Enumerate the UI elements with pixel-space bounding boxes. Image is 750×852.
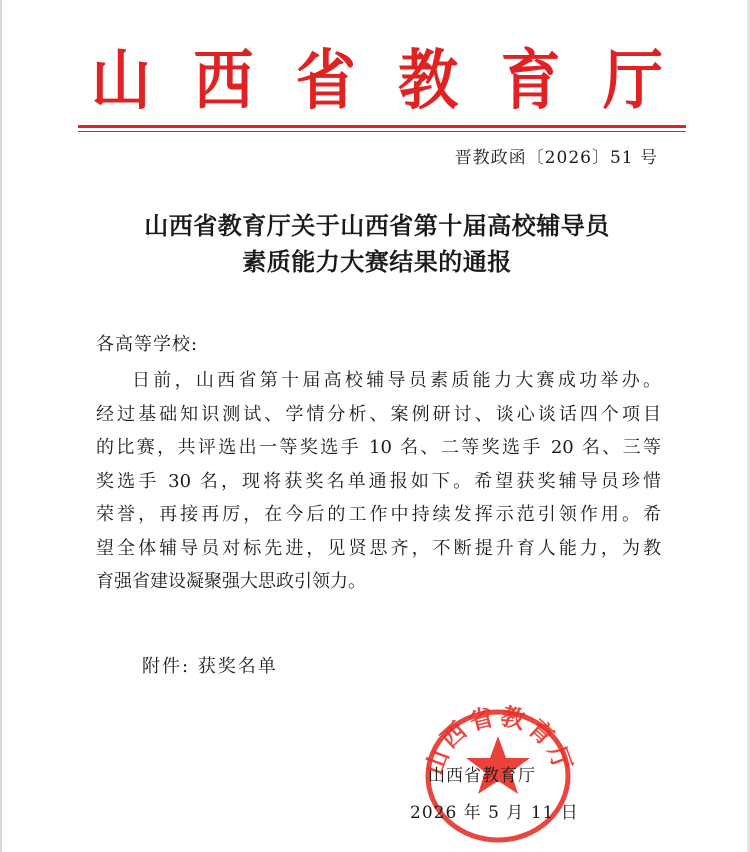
body-line: 经过基础知识测试、学情分析、案例研讨、谈心谈话四个项目	[96, 403, 661, 425]
body-line: 荣誉，再接再厉，在今后的工作中持续发挥示范引领作用。希	[96, 504, 661, 525]
document-number: 晋教政函〔2026〕51 号	[454, 148, 658, 168]
letterhead-char: 省	[295, 43, 356, 119]
letterhead-char: 西	[193, 43, 254, 119]
document-title	[70, 208, 684, 280]
signature-date: 2026 年 5 月 11 日	[410, 803, 579, 823]
letterhead-divider	[78, 125, 686, 128]
body-line: 望全体辅导员对标先进，见贤思齐，不断提升育人能力，为教	[96, 537, 661, 559]
letterhead-char: 厅	[602, 43, 663, 119]
document-title-line: 素质能力大赛结果的通报	[242, 247, 512, 276]
seal-text: 山西省教育厅	[418, 700, 580, 779]
body-line: 的比赛，共评选出一等奖选手 10 名、二等奖选手 20 名、三等	[96, 437, 661, 458]
letterhead-char: 教	[398, 43, 459, 119]
body-line: 日前，山西省第十届高校辅导员素质能力大赛成功举办。	[132, 370, 661, 391]
document-title-line: 山西省教育厅关于山西省第十届高校辅导员	[144, 211, 610, 240]
letterhead	[82, 42, 672, 120]
body-line: 育强省建设凝聚强大思政引领力。	[96, 571, 366, 592]
letterhead-char: 育	[500, 43, 561, 119]
letterhead-char: 山	[91, 43, 151, 119]
body-paragraph	[96, 364, 661, 599]
salutation: 各高等学校:	[96, 334, 199, 355]
body-line: 奖选手 30 名，现将获奖名单通报如下。希望获奖辅导员珍惜	[96, 470, 661, 492]
signature-org: 山西省教育厅	[428, 766, 536, 786]
letterhead-divider-thin	[78, 131, 686, 132]
page-edge	[0, 0, 2, 852]
attachment-line: 附件: 获奖名单	[142, 656, 278, 677]
